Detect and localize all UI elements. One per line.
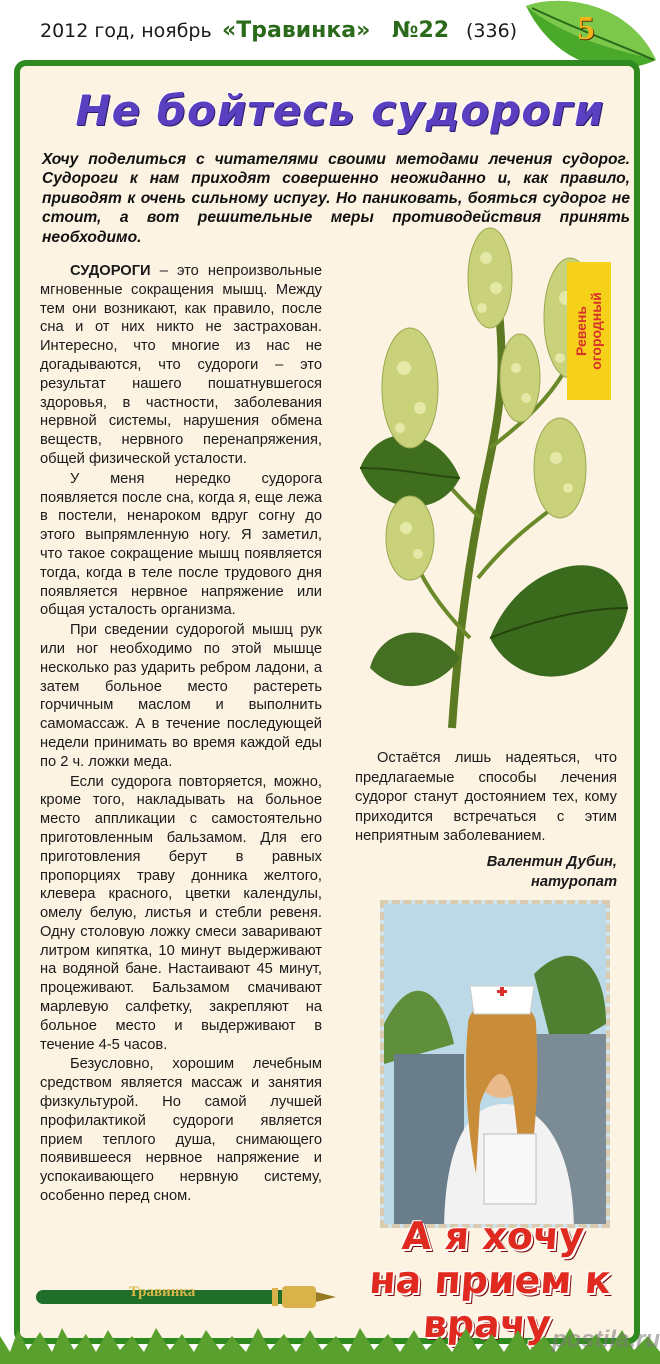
issue-number: №22 — [392, 18, 450, 43]
paragraph-1-text: – это непроизвольные мгновенные сокращения мышц. Между тем они возникают, как правило, после сна и от них никто не застрахован. Интересно, что многие из нас не догадываются, что судороги – это результат нашего пошатнувшегося здоровья, в частности, заболевания нервной системы, нарушения обмена веществ, нервного перенапряжения, общей физической усталости. — [40, 263, 322, 467]
plant-name-line2: огородный — [588, 292, 604, 370]
lead-word: СУДОРОГИ — [70, 263, 151, 279]
article-body — [40, 262, 322, 1207]
pen-brand-label: Травинка — [128, 1284, 196, 1300]
closing-paragraph — [355, 749, 617, 847]
paragraph-2: У меня нередко судорога появляется после сна, когда я, еще лежа в постели, ненароком вдруг согну до этого выпрямленную ногу. Я заметил, что такое сокращение мышц появляется тогда, когда в теле после трудового дня появляется нервное напряжение или общая усталость организма. — [40, 470, 322, 619]
author-title: натуропат — [530, 874, 617, 890]
page-number: 5 — [577, 10, 595, 47]
article-intro: Хочу поделиться с читателями своими методами лечения судорог. Судороги к нам приходят совершенно неожиданно и, как правило, приводят к очень сильному испугу. Но паниковать, бояться судорог не стоит, а вот решительные меры противодействия принять необходимо. — [42, 151, 630, 246]
author-signature — [360, 852, 617, 892]
caption-line-1: А я хочу — [400, 1214, 586, 1258]
issue-date: 2012 год, ноябрь — [40, 20, 212, 42]
caption-line-2: на прием к врачу — [367, 1258, 613, 1346]
paragraph-3: При сведении судорогой мышц рук или ног необходимо по этой мышце несколько раз ударить ребром ладони, а затем больное место растереть горчичным маслом и выполнить самомассаж. А в течение последующей недели принимать во время каждой еды по 2 ч. ложки меда. — [40, 622, 322, 770]
total-issue-number: (336) — [466, 20, 518, 42]
article-title: Не бойтесь судороги — [75, 86, 605, 135]
nurse-illustration — [380, 900, 610, 1228]
nurse-picture — [384, 904, 606, 1224]
closing-text: Остаётся лишь надеяться, что предлагаемые способы лечения судорог станут достоянием тех, кому приходится встречаться с этим неприятным заболеванием. — [355, 750, 617, 844]
watermark: postila.ru — [551, 1326, 660, 1353]
plant-name-text — [574, 266, 604, 396]
paragraph-4: Если судорога повторяется, можно, кроме того, накладывать на больное место аппликации с самостоятельно приготовленным бальзамом. Для его приготовления берут в равных пропорциях траву донника желтого, клевера красного, цветки календулы, омелу белую, листья и стебли ревеня. Одну столовую ложку смеси заваривают литром кипятка, 10 минут выдерживают на водяной бане. Настаивают 45 минут, процеживают. Бальзамом смачивают марлевую салфетку, закрепляют на больное место и выдерживают в течение 4-5 часов. — [40, 773, 322, 1053]
paragraph-1 — [40, 262, 322, 469]
paragraph-5: Безусловно, хорошим лечебным средством является массаж и занятия физкультурой. Но самой лучшей профилактикой судороги является прием теплого душа, снимающего появившееся нервное напряжение и успокаивающего нервную систему, особенно перед сном. — [40, 1056, 322, 1205]
newspaper-brand: «Травинка» — [222, 18, 371, 43]
author-name: Валентин Дубин, — [486, 854, 617, 870]
plant-name-label — [567, 262, 611, 400]
plant-name-line1: Ревень — [573, 305, 589, 357]
